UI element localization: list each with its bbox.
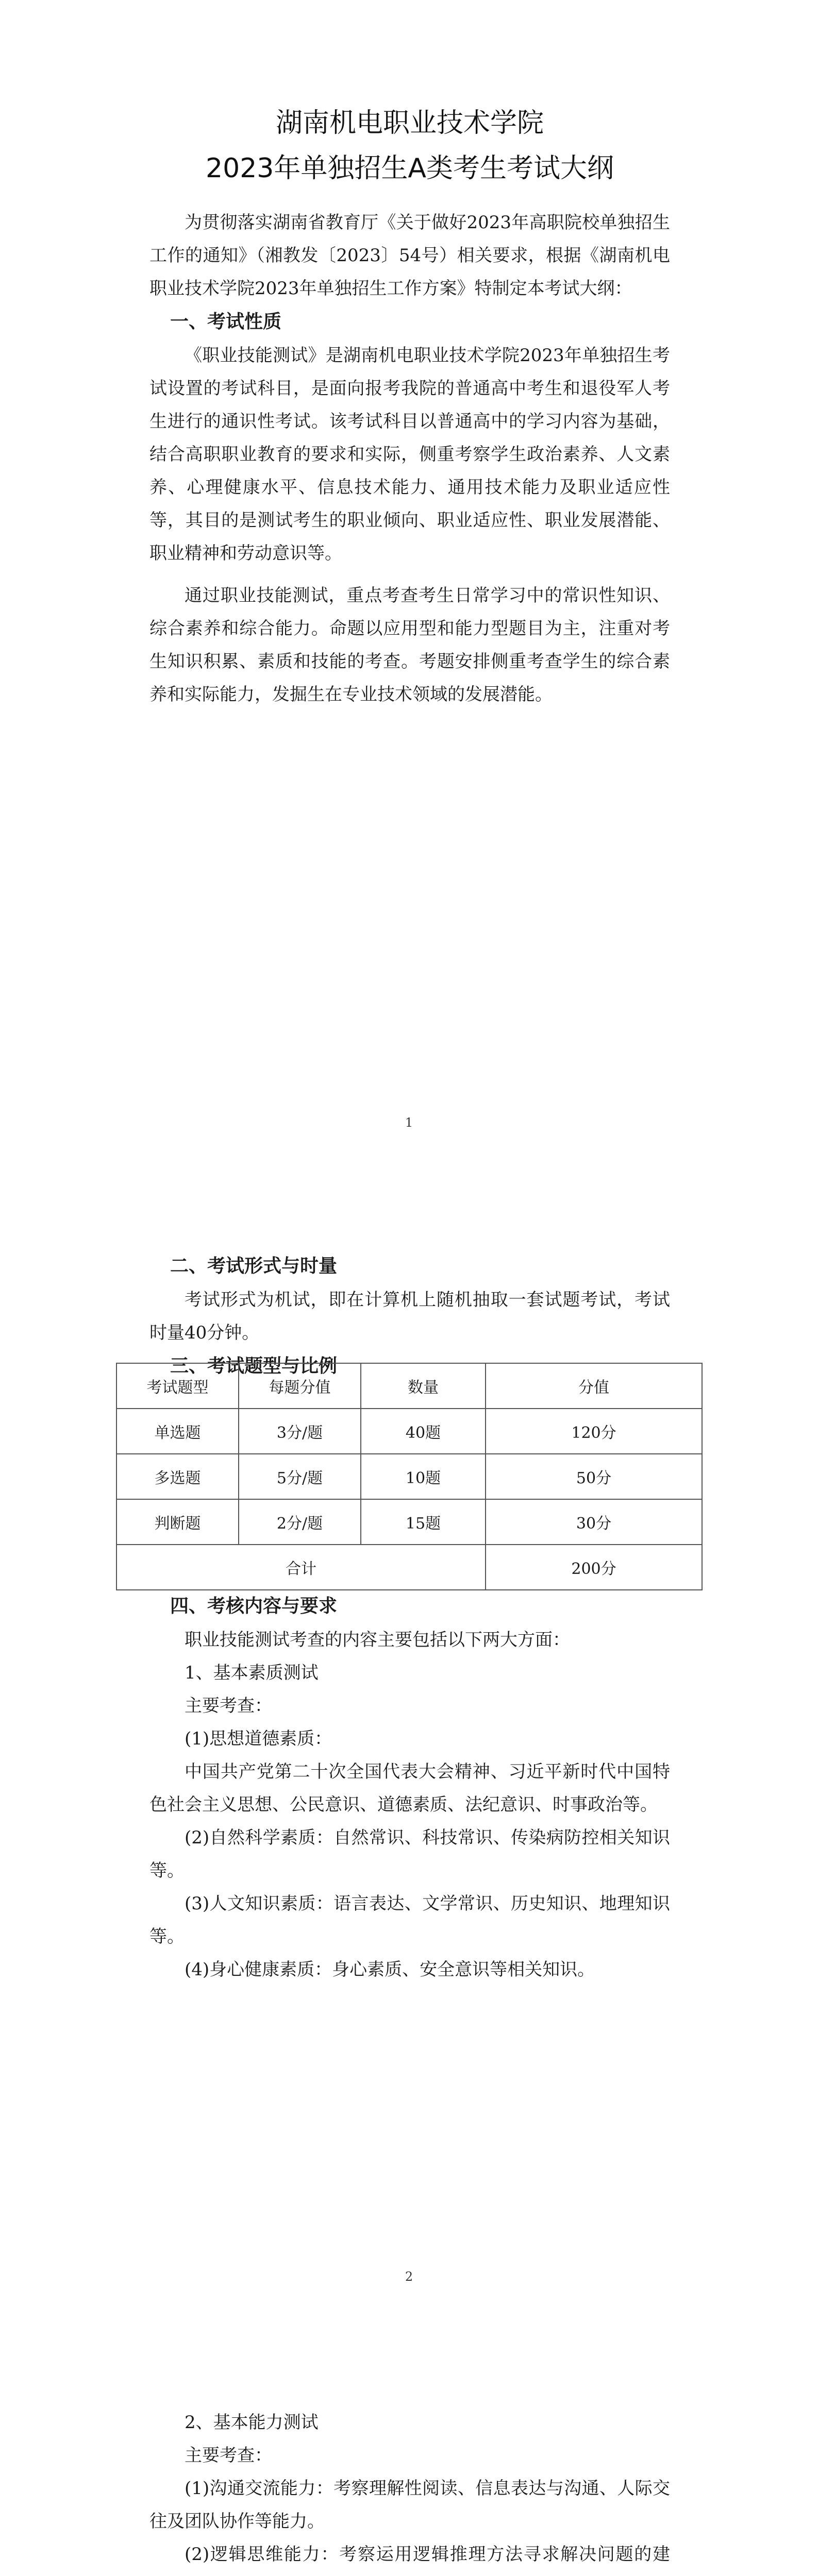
part-2-item: (1)沟通交流能力：考察理解性阅读、信息表达与沟通、人际交往及团队协作等能力。 [149,2478,670,2532]
table-cell: 5分/题 [239,1454,361,1499]
section-4-heading: 四、考核内容与要求 [170,1596,338,1617]
table-header-cell: 数量 [361,1363,486,1409]
table-cell: 2分/题 [239,1499,361,1545]
table-cell: 15题 [361,1499,486,1545]
section-1-heading: 一、考试性质 [170,311,282,332]
table-row [116,1409,702,1454]
page-number: 1 [405,1115,413,1130]
table-cell: 50分 [486,1454,702,1499]
section-3-heading: 三、考试题型与比例 [170,1355,338,1377]
table-total-label: 合计 [116,1545,486,1590]
table-header-cell: 每题分值 [239,1363,361,1409]
section-1-paragraph-2: 通过职业技能测试，重点考查考生日常学习中的常识性知识、综合素养和综合能力。命题以应用型和能力型题目为主，注重对考生知识积累、素质和技能的考查。考题安排侧重考查学生的综合素养和实际能力，发掘生在专业技术领域的发展潜能。 [149,585,670,705]
section-4-intro: 职业技能测试考查的内容主要包括以下两大方面： [185,1630,570,1650]
page-1-body [149,206,670,711]
table-cell: 多选题 [116,1454,239,1499]
page-number: 2 [405,2269,413,2284]
table-cell: 10题 [361,1454,486,1499]
intro-paragraph: 为贯彻落实湖南省教育厅《关于做好2023年高职院校单独招生工作的通知》（湘教发〔2023〕54号）相关要求，根据《湖南机电职业技术学院2023年单独招生工作方案》特制定本考试大纲： [149,212,670,299]
part-1-item: (4)身心健康素质：身心素质、安全意识等相关知识。 [185,1959,595,1980]
part-1-title: 1、基本素质测试 [185,1663,319,1683]
table-cell: 40题 [361,1409,486,1454]
part-2-lead: 主要考查： [185,2445,272,2466]
page-3 [0,2313,818,2576]
part-1-item: (1)思想道德素质： [185,1728,332,1749]
score-table [116,1363,703,1590]
part-1-item: (3)人文知识素质：语言表达、文学常识、历史知识、地理知识等。 [149,1893,670,1947]
table-cell: 3分/题 [239,1409,361,1454]
page-3-body [149,2406,670,2576]
section-2-heading: 二、考试形式与时量 [170,1256,338,1277]
title-line-1: 湖南机电职业技术学院 [275,108,544,139]
page-2-body [149,1589,670,1986]
table-row [116,1499,702,1545]
table-total-row [116,1545,702,1590]
table-cell: 单选题 [116,1409,239,1454]
part-2-title: 2、基本能力测试 [185,2412,319,2433]
section-2-paragraph: 考试形式为机试，即在计算机上随机抽取一套试题考试，考试时量40分钟。 [149,1290,670,1343]
part-2-item: (2)逻辑思维能力：考察运用逻辑推理方法寻求解决问题的建 [185,2544,670,2565]
part-1-item: 中国共产党第二十次全国代表大会精神、习近平新时代中国特色社会主义思想、公民意识、道德素质、法纪意识、时事政治等。 [149,1761,670,1815]
title-line-2: 2023年单独招生A类考生考试大纲 [206,153,614,184]
section-1-paragraph-1: 《职业技能测试》是湖南机电职业技术学院2023年单独招生考试设置的考试科目，是面向报考我院的普通高中考生和退役军人考生进行的通识性考试。该考试科目以普通高中的学习内容为基础，结合高职职业教育的要求和实际，侧重考察学生政治素养、人文素养、心理健康水平、信息技术能力、通用技术能力及职业适应性等，其目的是测试考生的职业倾向、职业适应性、职业发展潜能、职业精神和劳动意识等。 [149,345,670,564]
table-cell: 120分 [486,1409,702,1454]
table-cell: 30分 [486,1499,702,1545]
page-2 [0,1157,818,2313]
page-1 [0,0,818,1157]
table-header-row [116,1363,702,1409]
table-total-value: 200分 [486,1545,702,1590]
document-title [129,100,691,191]
table-cell: 判断题 [116,1499,239,1545]
table-header-cell: 分值 [486,1363,702,1409]
part-1-lead: 主要考查： [185,1696,272,1716]
table-header-cell: 考试题型 [116,1363,239,1409]
part-1-item: (2)自然科学素质：自然常识、科技常识、传染病防控相关知识等。 [149,1827,670,1881]
table-row [116,1454,702,1499]
